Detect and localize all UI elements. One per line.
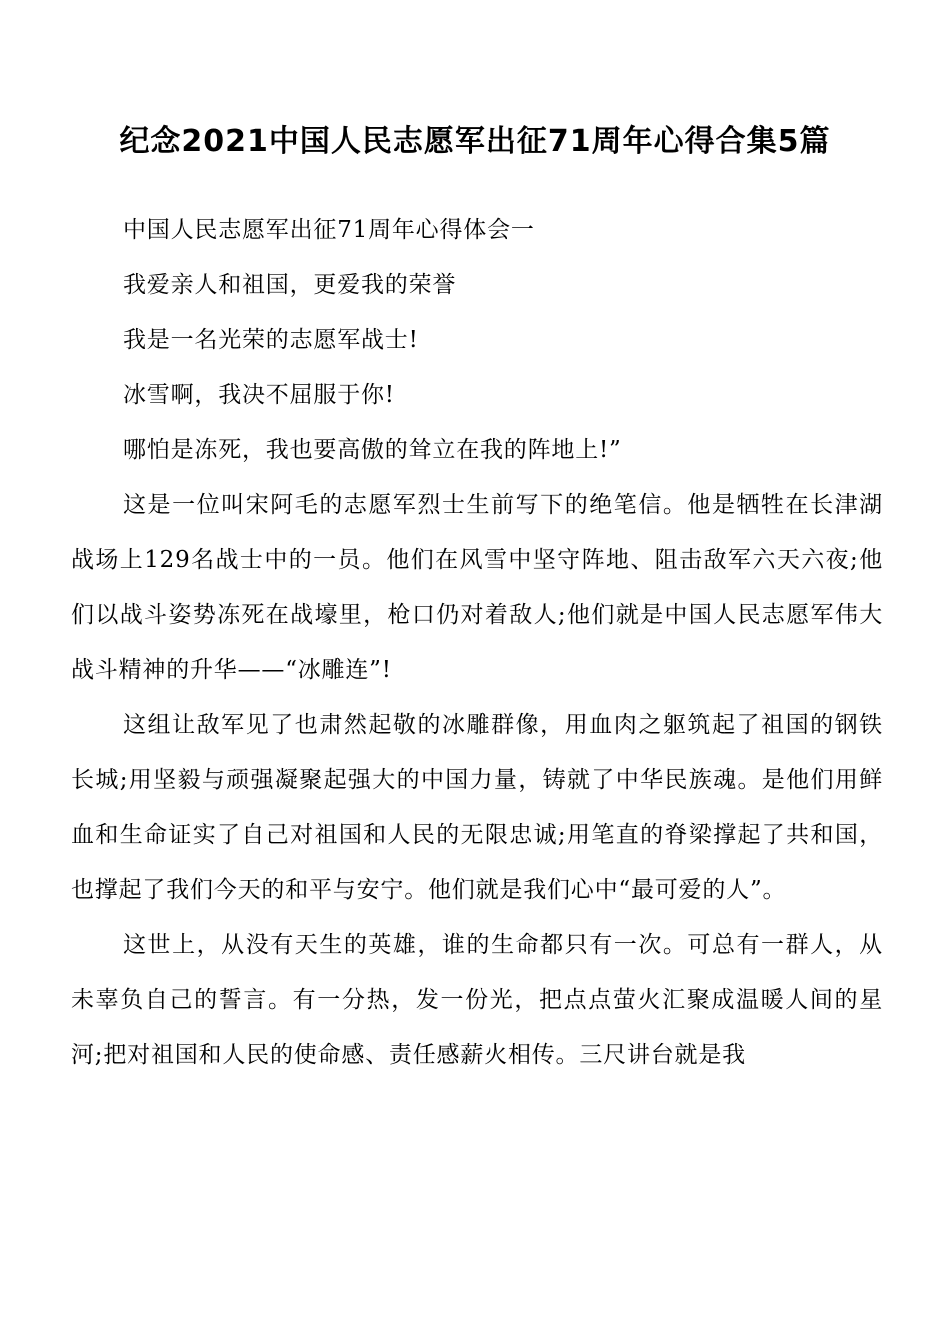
document-body	[71, 203, 883, 1083]
document-title: 纪念2021中国人民志愿军出征71周年心得合集5篇	[119, 124, 831, 160]
paragraph-poem-line-4: 哪怕是冻死，我也要高傲的耸立在我的阵地上!”	[123, 437, 622, 463]
paragraph-subtitle: 中国人民志愿军出征71周年心得体会一	[123, 217, 535, 243]
paragraph-no-born-heroes: 这世上，从没有天生的英雄，谁的生命都只有一次。可总有一群人，从未辜负自己的誓言。有一分热，发一份光，把点点萤火汇聚成温暖人间的星河;把对祖国和人民的使命感、责任感薪火相传。三尺讲台就是我	[71, 932, 883, 1068]
paragraph-most-lovable-people: 这组让敌军见了也肃然起敬的冰雕群像，用血肉之躯筑起了祖国的钢铁长城;用坚毅与顽强凝聚起强大的中国力量，铸就了中华民族魂。是他们用鲜血和生命证实了自己对祖国和人民的无限忠诚;用笔直的脊梁撑起了共和国，也撑起了我们今天的和平与安宁。他们就是我们心中“最可爱的人”。	[71, 712, 883, 903]
paragraph-ice-sculpture-company: 这是一位叫宋阿毛的志愿军烈士生前写下的绝笔信。他是牺牲在长津湖战场上129名战士中的一员。他们在风雪中坚守阵地、阻击敌军六天六夜;他们以战斗姿势冻死在战壕里，枪口仍对着敌人;他们就是中国人民志愿军伟大战斗精神的升华——“冰雕连”!	[71, 492, 883, 683]
paragraph-poem-line-3: 冰雪啊，我决不屈服于你!	[123, 382, 395, 408]
paragraph-poem-line-2: 我是一名光荣的志愿军战士!	[123, 327, 419, 353]
paragraph-poem-line-1: 我爱亲人和祖国，更爱我的荣誉	[123, 272, 457, 298]
